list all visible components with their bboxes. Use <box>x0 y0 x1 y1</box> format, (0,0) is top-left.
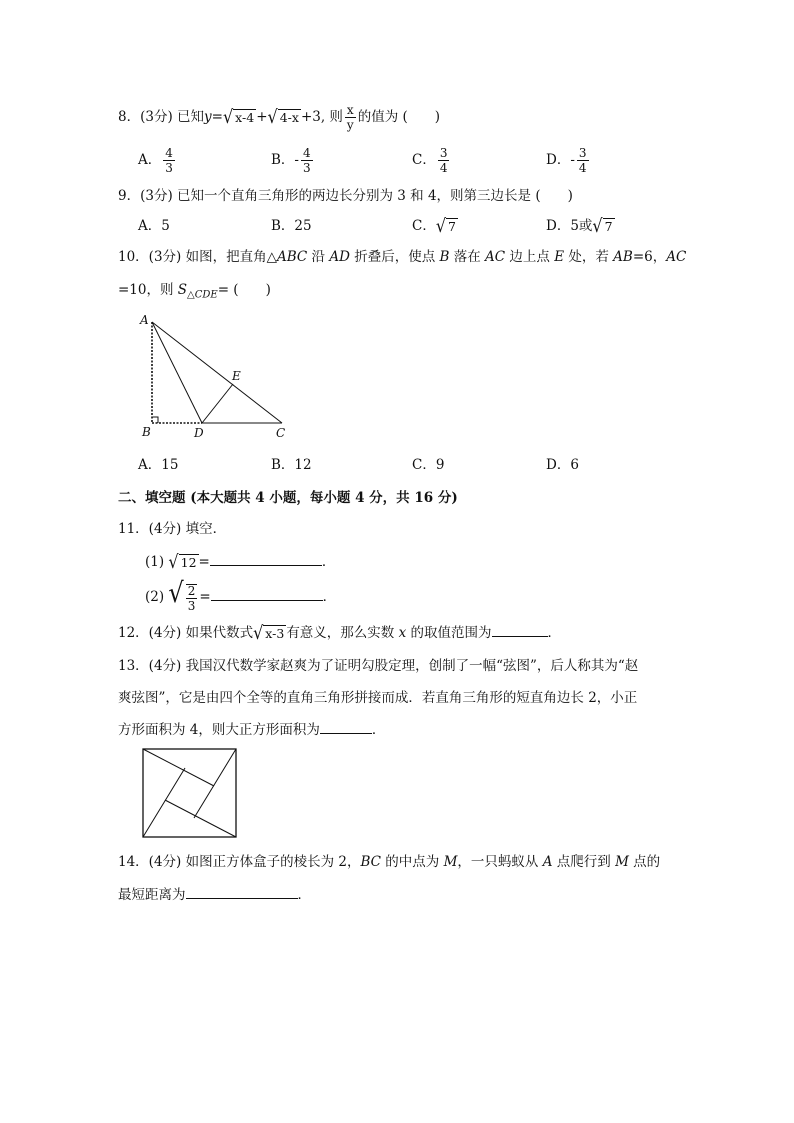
q8-sqrt-2: √ 4-x <box>267 105 299 128</box>
zhao-line-2 <box>194 749 236 818</box>
outer-square <box>143 749 236 837</box>
q9-option-d: D．5或√ 7 <box>546 214 613 237</box>
q13-line-3: 方形面积为 4，则大正方形面积为 ． <box>118 719 385 740</box>
q8-stem: 8．(3分) 已知y=√ x-4 +√ 4-x +3, 则 $\frac{x}{y}$ 的值为 ( ) <box>118 103 441 132</box>
q11-part-1-blank[interactable] <box>210 551 322 566</box>
q10-triangle-figure <box>136 310 306 442</box>
q11-part-2-blank[interactable] <box>211 586 323 601</box>
q14-blank[interactable] <box>186 884 298 899</box>
q10-option-c: C．9 <box>412 457 445 473</box>
q13-zhao-shuang-figure <box>142 748 238 840</box>
q8-option-d: D．- $\frac{3}{4}$ <box>546 146 587 175</box>
q12-blank[interactable] <box>492 622 548 637</box>
q11-part-2: (2) √ $\frac{2}{3}$ = ． <box>145 576 337 613</box>
segment-de <box>202 384 233 423</box>
q14-line-2: 最短距离为 ． <box>118 884 311 905</box>
section-2-heading: 二、填空题 (本大题共 4 小题，每小题 4 分，共 16 分) <box>118 490 458 506</box>
label-d: D <box>194 426 204 440</box>
segment-ad <box>152 322 202 423</box>
q13-line-1: 13．(4分) 我国汉代数学家赵爽为了证明勾股定理，创制了一幅“弦图”，后人称其为“赵 <box>118 658 639 674</box>
q9-option-a: A．5 <box>138 218 170 234</box>
q10-option-b: B．12 <box>271 457 312 473</box>
zhao-line-3 <box>165 800 236 837</box>
q8-option-b: B．- $\frac{4}{3}$ <box>271 146 311 175</box>
q11-stem: 11．(4分) 填空． <box>118 521 227 537</box>
q8-option-c: C． $\frac{3}{4}$ <box>412 146 448 175</box>
q10-option-a: A．15 <box>138 457 179 473</box>
segment-ac <box>152 322 282 423</box>
q10-stem-line-2: =10，则 $S_{\triangle CDE}=$ ( ) <box>118 282 271 301</box>
q9-stem: 9．(3分) 已知一个直角三角形的两边长分别为 3 和 4，则第三边长是 ( ) <box>118 188 573 204</box>
q8-sqrt-1: √ x-4 <box>222 105 255 128</box>
label-a: A <box>140 313 149 327</box>
label-c: C <box>276 426 286 440</box>
q11-part-1: (1) √ 12 = ． <box>145 550 336 573</box>
q10-option-d: D．6 <box>546 457 579 473</box>
zhao-line-1 <box>143 749 214 786</box>
q8-option-a: A． $\frac{4}{3}$ <box>138 146 173 175</box>
q14-line-1: 14．(4分) 如图正方体盒子的棱长为 2，BC 的中点为 M，一只蚂蚁从 A 点爬行到 M 点的 <box>118 854 661 870</box>
right-angle-mark-b <box>152 417 158 423</box>
q12-stem: 12．(4分) 如果代数式√ x-3 有意义，那么实数 x 的取值范围为 ． <box>118 621 562 644</box>
q9-option-c: C．√ 7 <box>412 214 456 237</box>
q13-line-2: 爽弦图”，它是由四个全等的直角三角形拼接而成．若直角三角形的短直角边长 2，小正 <box>118 690 638 706</box>
q8-frac-xy: $\frac{x}{y}$ <box>346 103 354 132</box>
q10-stem-line-1: 10．(3分) 如图，把直角△ABC 沿 AD 折叠后，使点 B 落在 AC 边上点 E 处，若 AB=6，AC <box>118 249 687 265</box>
label-e: E <box>232 369 241 383</box>
label-b: B <box>142 425 151 439</box>
q9-option-b: B．25 <box>271 218 312 234</box>
q8-y: y= <box>204 109 223 125</box>
q13-blank[interactable] <box>320 719 372 734</box>
zhao-line-4 <box>143 768 185 837</box>
